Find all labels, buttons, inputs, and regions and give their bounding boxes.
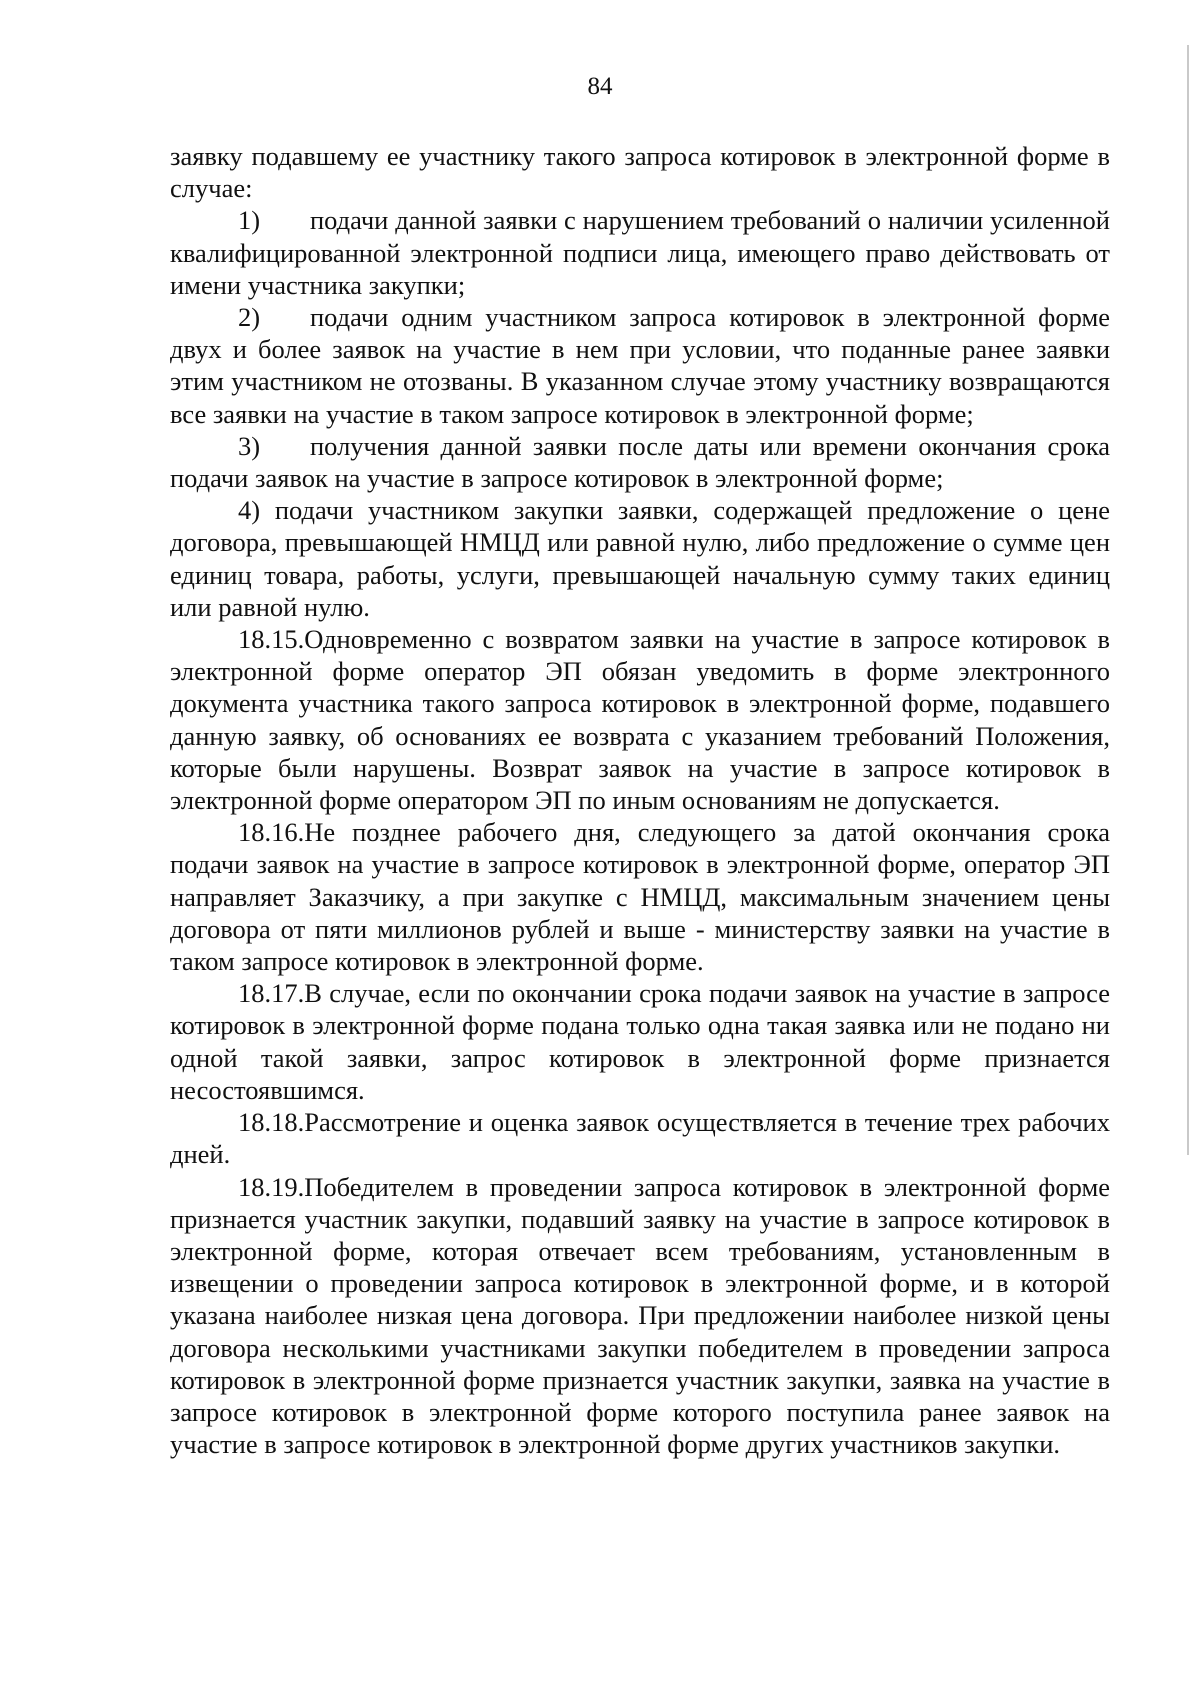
list-item-1 — [170, 204, 1110, 301]
paragraph-18-19: 18.19.Победителем в проведении запроса котировок в электронной форме признается участник закупки, подавший заявку на участие в запросе котировок в электронной форме, которая отвечает всем требованиям, установленным в извещении о проведении запроса котировок в электронной форме, и в которой указана наиболее низкая цена договора. При предложении наиболее низкой цены договора несколькими участниками закупки победителем в проведении запроса котировок в электронной форме признается участник закупки, заявка на участие в запросе котировок в электронной форме которого поступила ранее заявок на участие в запросе котировок в электронной форме других участников закупки. — [170, 1171, 1110, 1460]
list-item-number: 1) — [238, 205, 261, 236]
list-item-text: получения данной заявки после даты или времени окончания срока подачи заявок на участие в запросе котировок в электронной форме; — [170, 430, 1110, 494]
paragraph-intro: заявку подавшему ее участнику такого запроса котировок в электронной форме в случае: — [170, 141, 1110, 204]
list-item-4: 4) подачи участником закупки заявки, содержащей предложение о цене договора, превышающей НМЦД или равной нулю, либо предложение о сумме цен единиц товара, работы, услуги, превышающей начальную сумму таких единиц или равной нулю. — [170, 495, 1110, 622]
paragraph-18-18: 18.18.Рассмотрение и оценка заявок осуществляется в течение трех рабочих дней. — [170, 1107, 1110, 1170]
list-item-number: 2) — [238, 302, 261, 333]
paragraph-18-16: 18.16.Не позднее рабочего дня, следующего за датой окончания срока подачи заявок на участие в запросе котировок в электронной форме, оператор ЭП направляет Заказчику, а при закупке с НМЦД, максимальным значением цены договора от пяти миллионов рублей и выше - министерству заявки на участие в таком запросе котировок в электронной форме. — [170, 817, 1110, 977]
list-item-2 — [170, 301, 1110, 430]
paragraph-18-17: 18.17.В случае, если по окончании срока подачи заявок на участие в запросе котировок в электронной форме подана только одна такая заявка или не подано ни одной такой заявки, запрос котировок в электронной форме признается несостоявшимся. — [170, 978, 1110, 1105]
list-item-number: 3) — [238, 430, 261, 461]
page-number: 84 — [587, 73, 613, 100]
list-item-text: подачи одним участником запроса котировок в электронной форме двух и более заявок на участие в нем при условии, что поданные ранее заявки этим участником не отозваны. В указанном случае этому участнику возвращаются все заявки на участие в таком запросе котировок в электронной форме; — [170, 302, 1110, 429]
document-body — [170, 140, 1110, 1460]
paragraph-18-15: 18.15.Одновременно с возвратом заявки на участие в запросе котировок в электронной форме оператор ЭП обязан уведомить в форме электронного документа участника такого запроса котировок в электронной форме, подавшего данную заявку, об основаниях ее возврата с указанием требований Положения, которые были нарушены. Возврат заявок на участие в запросе котировок в электронной форме оператором ЭП по иным основаниям не допускается. — [170, 624, 1110, 816]
list-item-3 — [170, 430, 1110, 494]
list-item-text: подачи данной заявки с нарушением требований о наличии усиленной квалифицированной электронной подписи лица, имеющего право действовать от имени участника закупки; — [170, 205, 1110, 300]
margin-line — [1187, 45, 1189, 1155]
